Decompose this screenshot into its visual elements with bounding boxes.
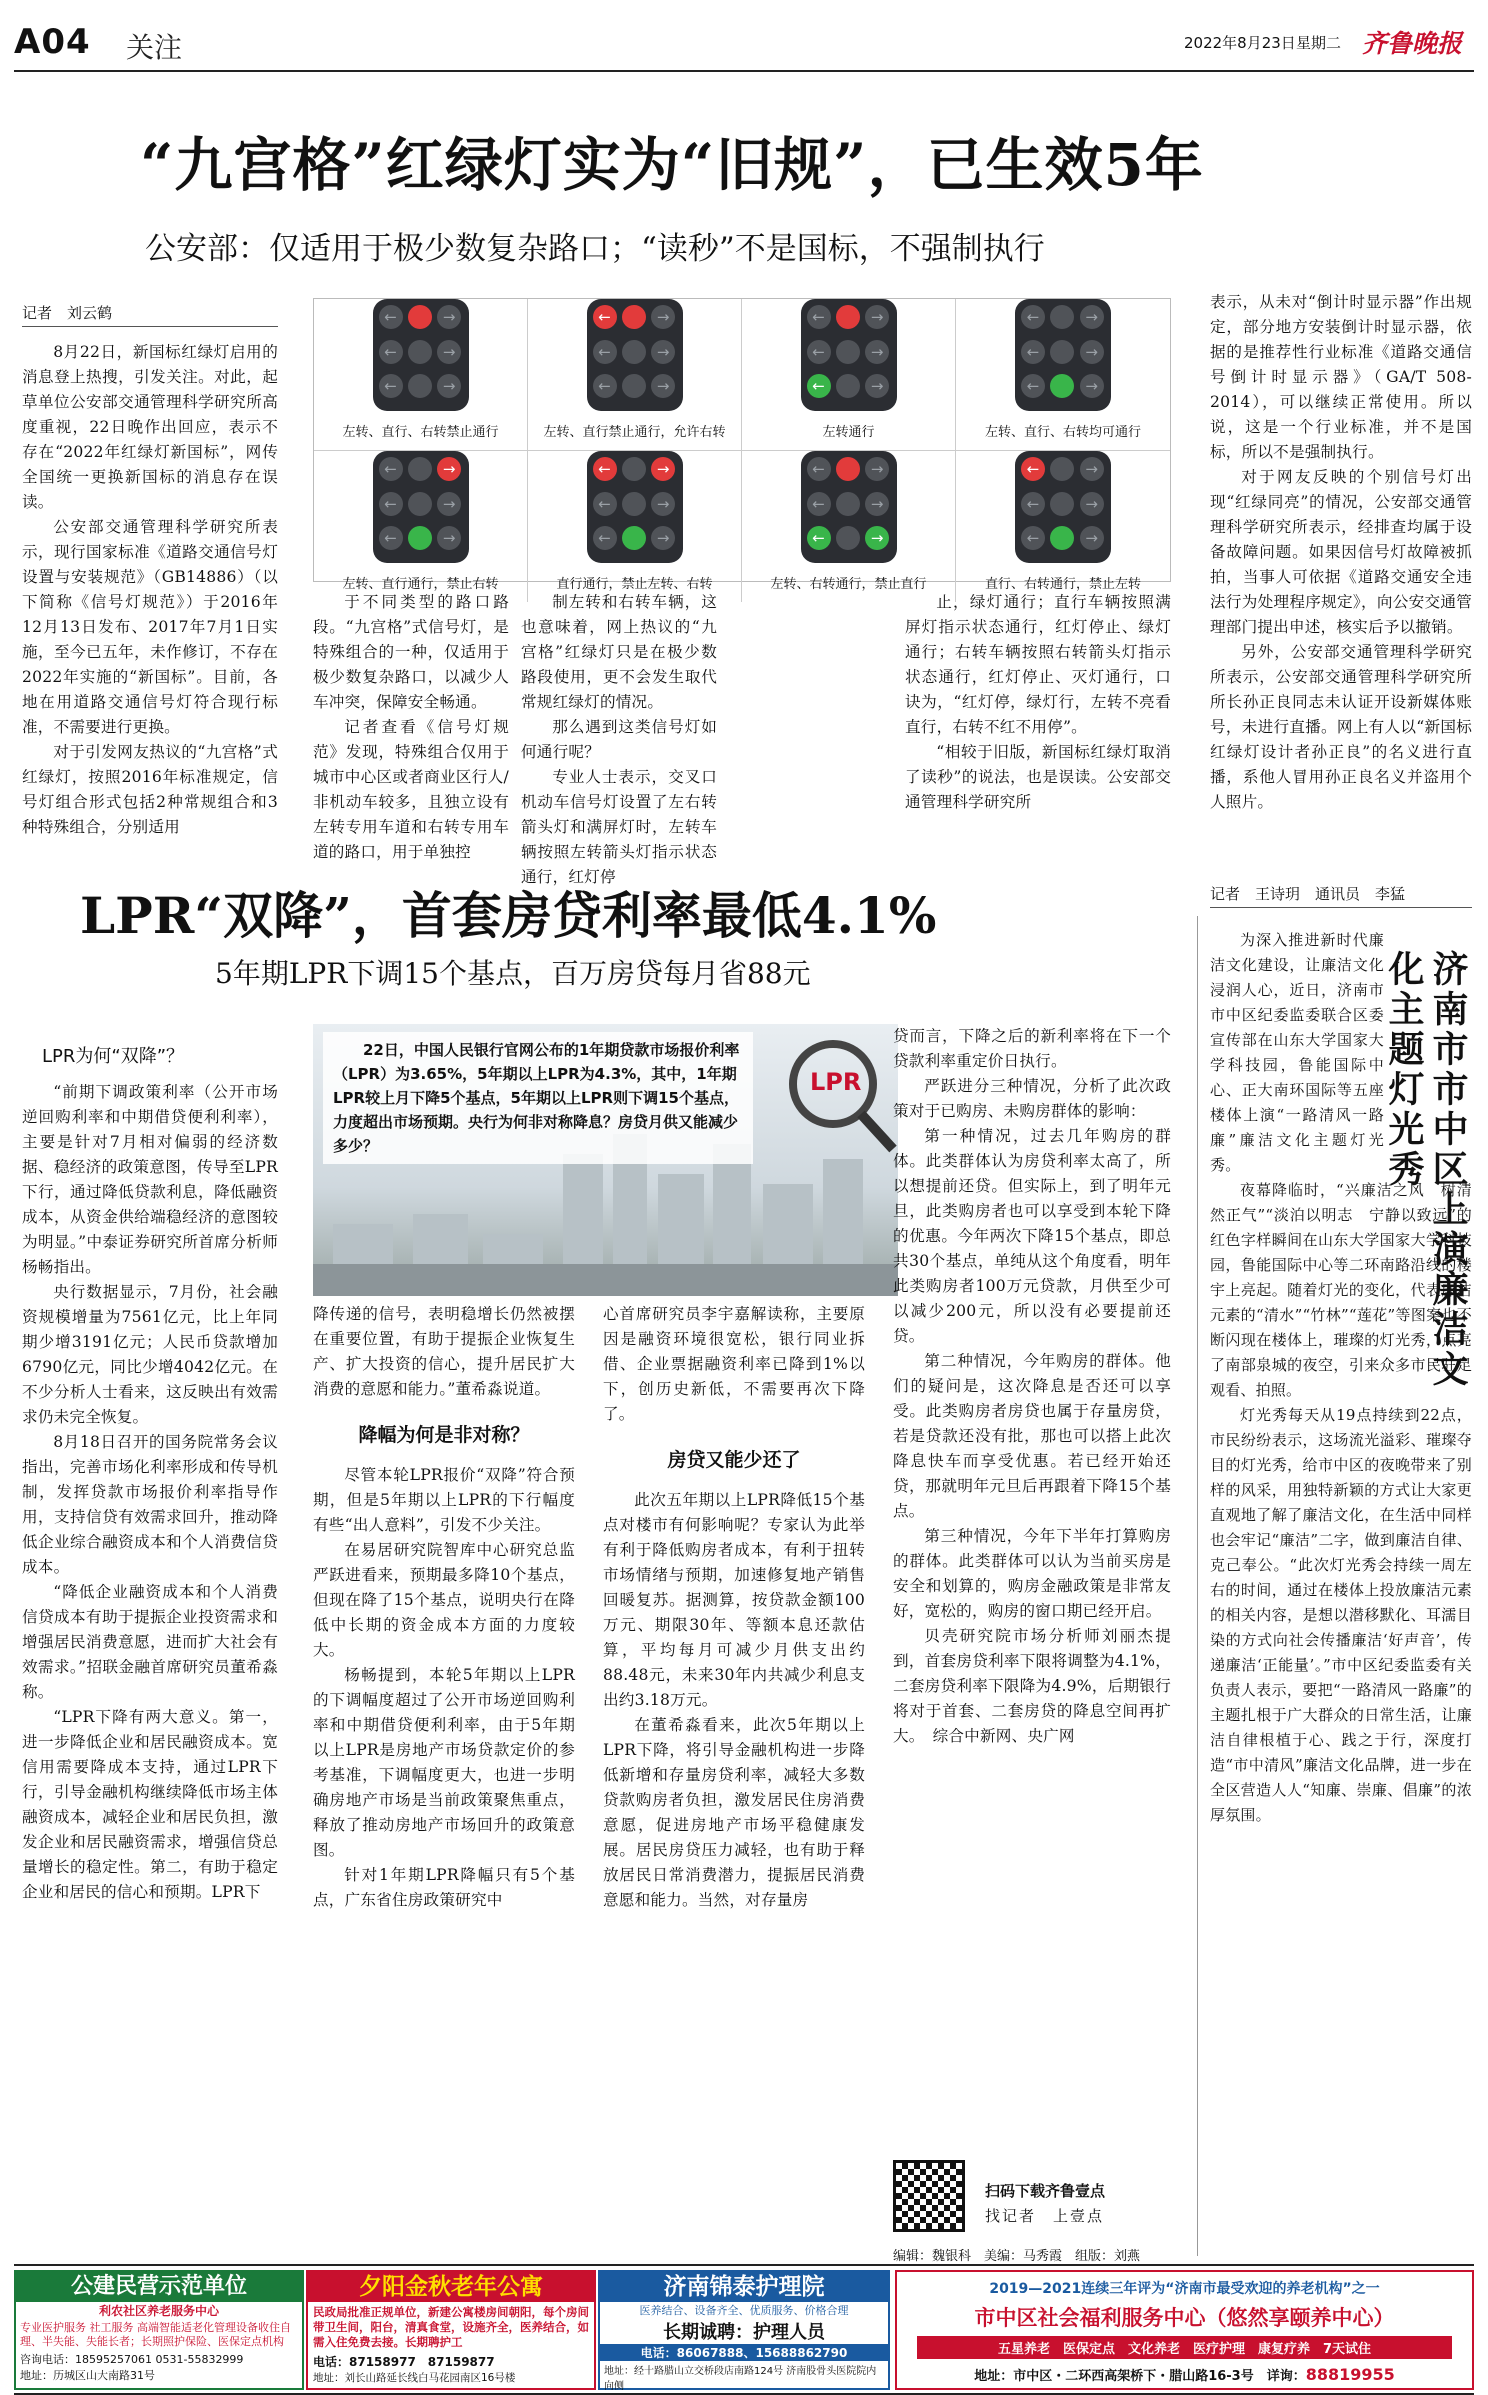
ad-body: 专业医护服务 社工服务 高端智能适老化管理设备收住自理、半失能、失能长者；长期照护保险、医保定点机构 — [20, 2321, 291, 2348]
paragraph: “降低企业融资成本和个人消费信贷成本有助于提振企业投资需求和增强居民消费意愿，进而扩大社会有效需求。”招联金融首席研究员董希淼称。 — [22, 1583, 278, 1701]
paragraph: 贝壳研究院市场分析师刘丽杰提到，首套房贷利率下限将调整为4.1%，二套房贷利率下限降为4.9%，后期银行将对于首套、二套房贷的降息空间再扩大。 综合中新网、央广网 — [893, 1627, 1171, 1745]
paper-logo: 齐鲁晚报 — [1362, 29, 1463, 58]
lamp-light: → — [1080, 526, 1104, 550]
lamp-light: ← — [379, 340, 403, 364]
lamp-light: → — [437, 305, 461, 329]
paragraph: 在易居研究院智库中心研究总监严跃进看来，预期最多降10个基点，但现在降了15个基点，说明央行在降低中长期的资金成本方面的力度较大。 — [313, 1541, 575, 1659]
lamp-light: ← — [379, 492, 403, 516]
lamp-light: → — [865, 457, 889, 481]
lamp-light — [622, 492, 646, 516]
paragraph: “前期下调政策利率（公开市场逆回购利率和中期借贷便利利率），主要是针对7月相对偏弱的经济数据、稳经济的政策意图，传导至LPR下行，通过降低贷款利息，降低融资成本，从资金供给端稳经济的意图较为明显。”中泰证券研究所首席分析师杨畅指出。 — [22, 1083, 278, 1276]
lamp-light: ← — [379, 457, 403, 481]
signal-cell — [742, 299, 956, 451]
paragraph: 第一种情况，过去几年购房的群体。此类群体认为房贷利率太高了，所以想提前还贷。但实际上，到了明年元旦，此类购房者也可以享受到本轮下降的优惠。今年两次下降15个基点，即总共30个基点，单纯从这个角度看，明年此类购房者100万元贷款，月供至少可以减少200元，所以没有必要提前还贷。 — [893, 1127, 1171, 1345]
paragraph: 专业人士表示，交叉口机动车信号灯设置了左右转箭头灯和满屏灯时，左转车辆按照左转箭头灯指示状态通行，红灯停 — [521, 768, 717, 886]
article1-subtitle: 公安部：仅适用于极少数复杂路口；“读秒”不是国标，不强制执行 — [145, 231, 1045, 267]
lamp-light: → — [865, 526, 889, 550]
ad-phone: 88819955 — [1305, 2365, 1395, 2384]
signal-caption: 直行、右转通行，禁止左转 — [984, 577, 1141, 592]
signal-caption: 左转、直行通行，禁止右转 — [342, 577, 499, 592]
lamp-light: ← — [807, 526, 831, 550]
lamp-light: ← — [593, 340, 617, 364]
lamp-light: → — [651, 457, 675, 481]
lamp-light — [622, 374, 646, 398]
lamp-light — [1050, 526, 1074, 550]
ad-title: 2019—2021连续三年评为“济南市最受欢迎的养老机构”之一 — [989, 2281, 1380, 2297]
ad-tags: 五星养老 医保定点 文化养老 医疗护理 康复疗养 7天试住 — [917, 2336, 1452, 2359]
article1-col2 — [313, 590, 509, 861]
paragraph: 心首席研究员李宇嘉解读称，主要原因是融资环境很宽松，银行同业拆借、企业票据融资利率已降到1%以下，创历史新低，不需要再次下降了。 — [603, 1305, 865, 1423]
ad-phone: 电话：87158977 87159877 — [313, 2355, 495, 2369]
signal-cell — [956, 451, 1170, 602]
lpr-image — [313, 1024, 898, 1296]
lamp-light: → — [1080, 305, 1104, 329]
lamp-light: ← — [379, 305, 403, 329]
lamp-light: → — [1080, 457, 1104, 481]
ad-xiyang[interactable] — [306, 2270, 596, 2390]
lamp-light — [836, 492, 860, 516]
ad-hire: 长期诚聘：护理人员 — [663, 2322, 825, 2343]
lamp-light — [622, 305, 646, 329]
paragraph: 对于网友反映的个别信号灯出现“红绿同亮”的情况，公安部交通管理科学研究所表示，经排查均属于设备故障问题。如果因信号灯故障被抓拍，当事人可依据《道路交通安全违法行为处理程序规定》，向公安交通管理部门提出申述，核实后予以撤销。 — [1210, 468, 1472, 636]
issue-date: 2022年8月23日 — [1184, 34, 1296, 52]
paragraph: 严跃进分三种情况，分析了此次政策对于已购房、未购房群体的影响： — [893, 1077, 1171, 1120]
ad-address: 地址：经十路腊山立交桥段店南路124号 济南股骨头医院院内向侧 — [604, 2366, 877, 2392]
article2-subtitle: 5年期LPR下调15个基点，百万房贷每月省88元 — [215, 957, 811, 990]
article1-col4 — [905, 590, 1171, 840]
subhead: LPR为何“双降”？ — [42, 1046, 185, 1067]
traffic-light-icon — [373, 299, 469, 411]
paragraph: 灯光秀每天从19点持续到22点，市民纷纷表示，这场流光溢彩、璀璨夺目的灯光秀，给市中区的夜晚带来了别样的风采，用独特新颖的方式让大家更直观地了解了廉洁文化，在生活中同样也会牢记“廉洁”二字，做到廉洁自律、克己奉公。“此次灯光秀会持续一周左右的时间，通过在楼体上投放廉洁元素的相关内容，是想以潜移默化、耳濡目染的方式向社会传播廉洁‘好声音’，传递廉洁‘正能量’。”市中区纪委监委有关负责人表示，要把“一路清风一路廉”的主题扎根于广大群众的日常生活，让廉洁自律根植于心、践之于行，深度打造“市中清风”廉洁文化品牌，进一步在全区营造人人“知廉、崇廉、倡廉”的浓厚氛围。 — [1210, 1406, 1472, 1824]
paragraph: 表示，从未对“倒计时显示器”作出规定，部分地方安装倒计时显示器，依据的是推荐性行业标准《道路交通信号倒计时显示器》（GA/T 508-2014），可以继续正常使用。所以说，这是一个行业标准，并不是国标，所以不是强制执行。 — [1210, 293, 1472, 461]
lamp-light: → — [865, 340, 889, 364]
article1-title: “九宫格”红绿灯实为“旧规”，已生效5年 — [140, 131, 1204, 199]
signal-caption: 左转通行 — [822, 425, 875, 440]
article1-col5 — [1210, 290, 1472, 840]
lamp-light: → — [437, 374, 461, 398]
article2-col1 — [22, 1040, 278, 2260]
lamp-light: → — [865, 374, 889, 398]
lamp-light — [408, 492, 432, 516]
lamp-light: ← — [593, 305, 617, 329]
signal-caption: 左转、直行、右转均可通行 — [984, 425, 1141, 440]
paragraph: “相较于旧版，新国标红绿灯取消了读秒”的说法，也是误读。公安部交通管理科学研究所 — [905, 743, 1171, 811]
signal-caption: 直行通行，禁止左转、右转 — [556, 577, 713, 592]
lamp-light: → — [651, 526, 675, 550]
paragraph: 止，绿灯通行；直行车辆按照满屏灯指示状态通行，红灯停止、绿灯通行；右转车辆按照右转箭头灯指示状态通行，红灯停止、灭灯通行，口诀为，“红灯停，绿灯行，左转不亮看直行，右转不红不用停”。 — [905, 593, 1171, 736]
traffic-light-icon — [1015, 451, 1111, 563]
lamp-light: ← — [593, 526, 617, 550]
lamp-light — [408, 457, 432, 481]
lamp-light: ← — [1021, 340, 1045, 364]
lamp-light: ← — [593, 374, 617, 398]
page-number: A04 — [14, 22, 91, 62]
signal-cell — [956, 299, 1170, 451]
lamp-light: → — [437, 526, 461, 550]
paragraph: 此次五年期以上LPR降低15个基点对楼市有何影响呢？专家认为此举有利于降低购房者成本，有利于扭转市场情绪与预期，加速修复地产销售回暖复苏。据测算，按贷款金额100万元、期限30年、等额本息还款估算，平均每月可减少月供支出约88.48元，未来30年内共减少利息支出约3.18万元。 — [603, 1491, 865, 1709]
lamp-light — [622, 526, 646, 550]
paragraph: “LPR下降有两大意义。第一，进一步降低企业和居民融资成本。宽信用需要降成本支持，通过LPR下行，引导金融机构继续降低市场主体融资成本，减轻企业和居民负担，激发企业和居民融资需求，增强信贷总量增长的稳定性。第二，有助于稳定企业和居民的信心和预期。LPR下 — [22, 1708, 278, 1901]
ad-phone: 咨询电话：18595257061 0531-55832999 — [20, 2353, 244, 2366]
paragraph: 为深入推进新时代廉洁文化建设，让廉洁文化浸润人心，近日，济南市市中区纪委监委联合区委宣传部在山东大学国家大学科技园，鲁能国际中心、正大南环国际等五座楼体上演“一路清风一路廉”廉洁文化主题灯光秀。 — [1210, 931, 1384, 1174]
lamp-light: ← — [1021, 492, 1045, 516]
signal-caption: 左转、右转通行，禁止直行 — [770, 577, 927, 592]
lamp-light — [1050, 374, 1074, 398]
ad-gongjian[interactable] — [14, 2270, 304, 2390]
lamp-light: → — [865, 492, 889, 516]
article3-title: 济南市市中区上演廉洁文化主题灯光秀 — [1383, 950, 1469, 1390]
lpr-tag: LPR — [810, 1068, 862, 1096]
lamp-light: → — [1080, 374, 1104, 398]
ad-title: 夕阳金秋老年公寓 — [308, 2272, 594, 2302]
traffic-light-icon — [801, 299, 897, 411]
paragraph: 在董希淼看来，此次5年期以上LPR下降，将引导金融机构进一步降低新增和存量房贷利率，减轻大多数贷款购房者负担，激发居民住房消费意愿，促进房地产市场平稳健康发展。居民房贷压力减轻，也有助于释放居民日常消费潜力，提振居民消费意愿和能力。当然，对存量房 — [603, 1716, 865, 1909]
lamp-light: ← — [807, 305, 831, 329]
traffic-light-icon — [801, 451, 897, 563]
paragraph: 第三种情况，今年下半年打算购房的群体。此类群体可以认为当前买房是安全和划算的，购房金融政策是非常友好，宽松的，购房的窗口期已经开启。 — [893, 1527, 1171, 1620]
paragraph: 另外，公安部交通管理科学研究所表示，公安部交通管理科学研究所所长孙正良同志未认证开设新媒体账号，未进行直播。网上有人以“新国标红绿灯设计者孙正良”的名义进行直播，系他人冒用孙正良名义并盗用个人照片。 — [1210, 643, 1472, 811]
traffic-signal-diagram — [313, 298, 1171, 592]
article2-col2 — [313, 1302, 575, 2262]
lamp-light — [408, 340, 432, 364]
lamp-light: ← — [807, 340, 831, 364]
lamp-light: → — [1080, 492, 1104, 516]
article1-col3 — [521, 590, 717, 886]
paragraph: 降传递的信号，表明稳增长仍然被摆在重要位置，有助于提振企业恢复生产、扩大投资的信心，提升居民扩大消费的意愿和能力。”董希淼说道。 — [313, 1305, 575, 1398]
article2-col3 — [603, 1302, 865, 2262]
traffic-light-icon — [587, 451, 683, 563]
page-credits: 编辑：魏银科 美编：马秀霞 组版：刘燕 — [893, 2249, 1141, 2264]
lamp-light — [408, 305, 432, 329]
paragraph: 于不同类型的路口路段。“九宫格”式信号灯，是特殊组合的一种，仅适用于极少数复杂路口，以减少人车冲突，保障安全畅通。 — [313, 593, 509, 711]
lamp-light: → — [437, 340, 461, 364]
lamp-light: → — [651, 492, 675, 516]
lamp-light — [836, 305, 860, 329]
paragraph: 第二种情况，今年购房的群体。他们的疑问是，这次降息是否还可以享受。此类购房者房贷也属于存量房贷，若是贷款还没有批，那也可以搭上此次降息快车而享受优惠。若已经开始还贷，那就明年元旦后再跟着下降15个基点。 — [893, 1352, 1171, 1520]
signal-cell — [742, 451, 956, 602]
paragraph: 尽管本轮LPR报价“双降”符合预期，但是5年期以上LPR的下行幅度有些“出人意料”，引发不少关注。 — [313, 1466, 575, 1534]
article2-title: LPR“双降”，首套房贷利率最低4.1% — [80, 886, 937, 945]
paragraph: 杨畅提到，本轮5年期以上LPR的下调幅度超过了公开市场逆回购利率和中期借贷便利利率，由于5年期以上LPR是房地产市场贷款定价的参考基准，下调幅度更大，也进一步明确房地产市场是当前政策聚焦重点，释放了推动房地产市场回升的政策意图。 — [313, 1666, 575, 1859]
traffic-light-icon — [1015, 299, 1111, 411]
qr-caption: 扫码下载齐鲁壹点 — [985, 2182, 1106, 2200]
paragraph: 那么遇到这类信号灯如何通行呢？ — [521, 718, 717, 761]
section-name: 关注 — [126, 31, 183, 64]
qr-caption-2: 找记者 上壹点 — [985, 2207, 1105, 2225]
header-rule — [14, 70, 1474, 72]
issue-weekday: 星期二 — [1296, 34, 1342, 52]
lamp-light: ← — [593, 492, 617, 516]
ad-subtitle: 医养结合、设备齐全、优质服务、价格合理 — [639, 2304, 849, 2317]
lamp-light: ← — [379, 526, 403, 550]
ad-subtitle: 利农社区养老服务中心 — [98, 2304, 219, 2318]
ad-phone: 电话：86067888、15688862790 — [600, 2344, 888, 2361]
signal-cell — [528, 299, 742, 451]
lamp-light — [836, 374, 860, 398]
signal-caption: 左转、直行禁止通行，允许右转 — [543, 425, 726, 440]
lamp-light: ← — [807, 492, 831, 516]
paragraph: 央行数据显示，7月份，社会融资规模增量为7561亿元，比上年同期少增3191亿元；人民币贷款增加6790亿元，同比少增4042亿元。在不少分析人士看来，这反映出有效需求仍未完全恢复。 — [22, 1283, 278, 1426]
paragraph: 制左转和右转车辆，这也意味着，网上热议的“九宫格”红绿灯只是在极少数路段使用，更不会发生取代常规红绿灯的情况。 — [521, 593, 717, 711]
ad-address: 地址：市中区・二环西高架桥下・腊山路16-3号 详询： — [974, 2369, 1306, 2384]
ad-address: 地址：刘长山路延长线白马花园南区16号楼 — [313, 2372, 516, 2384]
ad-welfare-center[interactable] — [895, 2270, 1474, 2390]
signal-cell — [528, 451, 742, 602]
lamp-light — [1050, 340, 1074, 364]
article3-body — [1210, 928, 1472, 2263]
article2-lead: 22日，中国人民银行官网公布的1年期贷款市场报价利率（LPR）为3.65%，5年期以上LPR为4.3%，其中，1年期LPR较上月下降5个基点，5年期以上LPR则下调15个基点，力度超出市场预期。央行为何非对称降息？房贷月供又能减少多少？ — [323, 1032, 753, 1164]
paragraph: 夜幕降临时，“兴廉洁之风 树清然正气”“淡泊以明志 宁静以致远”的红色字样瞬间在山东大学国家大学科技园，鲁能国际中心等二环南路沿线的楼宇上亮起。随着灯光的变化，代表廉洁元素的“清水”“竹林”“莲花”等图案也不断闪现在楼体上，璀璨的灯光秀，点亮了南部泉城的夜空，引来众多市民驻足观看、拍照。 — [1210, 1181, 1472, 1399]
lamp-light: ← — [593, 457, 617, 481]
signal-caption: 左转、直行、右转禁止通行 — [342, 425, 499, 440]
ad-body: 民政局批准正规单位，新建公寓楼房间朝阳，每个房间带卫生间，阳台，清真食堂，设施齐全，医养结合，如需入住免费去接。长期聘护工 — [313, 2305, 589, 2349]
lamp-light — [1050, 492, 1074, 516]
traffic-light-icon — [587, 299, 683, 411]
lamp-light — [408, 374, 432, 398]
qr-code[interactable] — [893, 2160, 965, 2232]
paragraph: 8月18日召开的国务院常务会议指出，完善市场化利率形成和传导机制，发挥贷款市场报价利率指导作用，支持信贷有效需求回升，推动降低企业综合融资成本和个人消费信贷成本。 — [22, 1433, 278, 1576]
article1-col1 — [22, 340, 278, 840]
lamp-light: → — [651, 374, 675, 398]
ad-title: 公建民营示范单位 — [16, 2272, 302, 2302]
paragraph: 8月22日，新国标红绿灯启用的消息登上热搜，引发关注。对此，起草单位公安部交通管理科学研究所高度重视，22日晚作出回应，表示不存在“2022年红绿灯新国标”，网传全国统一更换新国标的消息存在误读。 — [22, 343, 278, 511]
lamp-light — [836, 457, 860, 481]
article1-reporter: 记者 刘云鹤 — [22, 304, 113, 322]
lamp-light — [836, 526, 860, 550]
page-header — [14, 8, 1474, 68]
signal-cell — [314, 451, 528, 602]
lamp-light: → — [651, 340, 675, 364]
traffic-light-icon — [373, 451, 469, 563]
lamp-light — [622, 457, 646, 481]
paragraph: 公安部交通管理科学研究所表示，现行国家标准《道路交通信号灯设置与安装规范》（GB14886）（以下简称《信号灯规范》）于2016年12月13日发布、2017年7月1日实施，至今已五年，未作修订，不存在2022年实施的“新国标”。目前，各地在用道路交通信号灯符合现行标准，不需要进行更换。 — [22, 518, 278, 736]
lamp-light: → — [437, 457, 461, 481]
lamp-light: → — [651, 305, 675, 329]
lamp-light: → — [1080, 340, 1104, 364]
lamp-light — [408, 526, 432, 550]
ad-jintai[interactable] — [598, 2270, 890, 2390]
ad-title: 济南锦泰护理院 — [600, 2272, 888, 2302]
lamp-light: ← — [379, 374, 403, 398]
signal-cell — [314, 299, 528, 451]
lamp-light: → — [437, 492, 461, 516]
article2-reporters: 记者 王诗玥 通讯员 李猛 — [1210, 885, 1406, 903]
ad-address: 地址：历城区山大南路31号 — [20, 2369, 155, 2382]
lamp-light: ← — [807, 374, 831, 398]
subhead: 降幅为何是非对称？ — [358, 1424, 530, 1446]
paragraph: 针对1年期LPR降幅只有5个基点，广东省住房政策研究中 — [313, 1866, 575, 1909]
lamp-light — [622, 340, 646, 364]
paragraph: 贷而言，下降之后的新利率将在下一个贷款利率重定价日执行。 — [893, 1027, 1171, 1070]
lamp-light: ← — [807, 457, 831, 481]
article2-col4 — [893, 1024, 1171, 2094]
lamp-light — [1050, 457, 1074, 481]
lamp-light: ← — [1021, 305, 1045, 329]
lamp-light — [1050, 305, 1074, 329]
lamp-light: ← — [1021, 374, 1045, 398]
lamp-light: → — [865, 305, 889, 329]
paragraph: 记者查看《信号灯规范》发现，特殊组合仅用于城市中心区或者商业区行人/非机动车较多，且独立设有左转专用车道和右转专用车道的路口，用于单独控 — [313, 718, 509, 861]
ad-name: 市中区社会福利服务中心（悠然享颐养中心） — [974, 2306, 1395, 2330]
subhead: 房贷又能少还了 — [667, 1449, 801, 1471]
lamp-light: ← — [1021, 457, 1045, 481]
paragraph: 对于引发网友热议的“九宫格”式红绿灯，按照2016年标准规定，信号灯组合形式包括2种常规组合和3种特殊组合，分别适用 — [22, 743, 278, 836]
lamp-light — [836, 340, 860, 364]
lamp-light: ← — [1021, 526, 1045, 550]
